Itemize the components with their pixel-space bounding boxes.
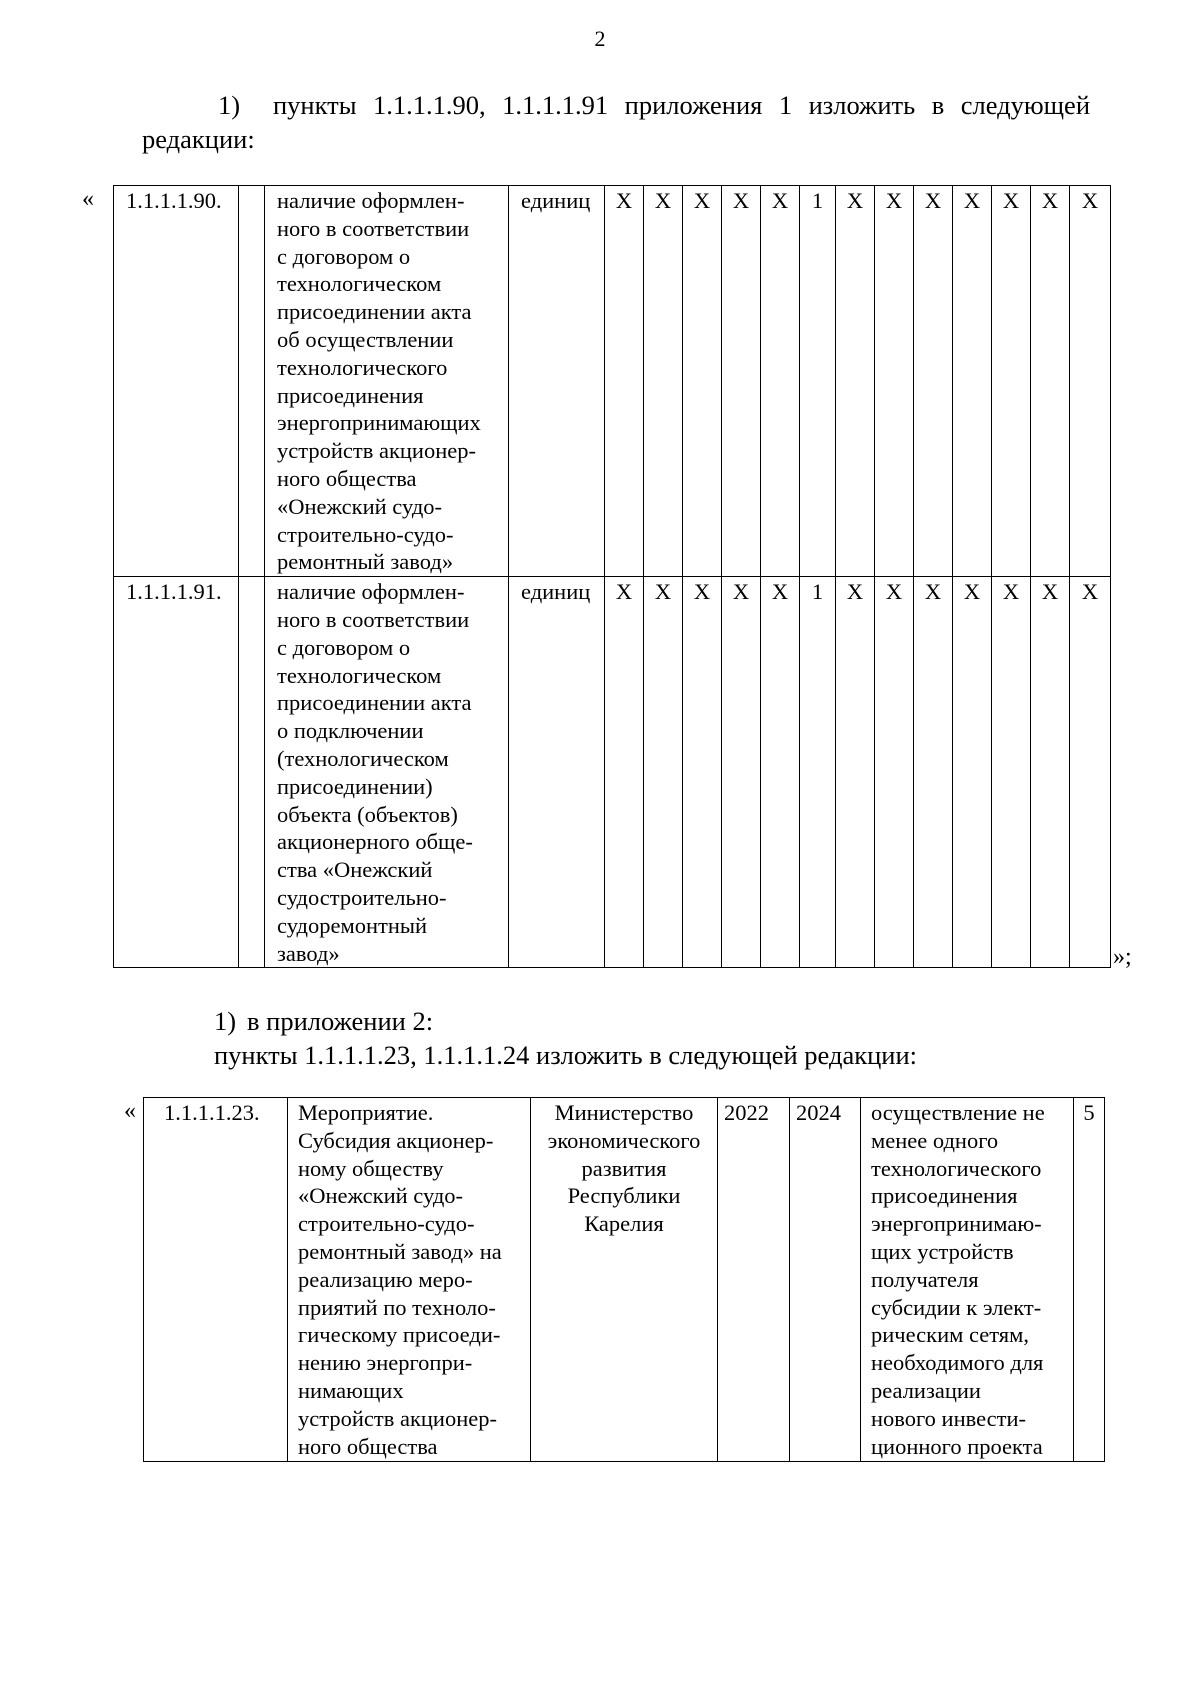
paragraph-2-number: 1)	[214, 1006, 237, 1036]
value-cell: Х	[605, 577, 644, 968]
empty-cell	[239, 186, 265, 577]
paragraph-2-line-1	[214, 1004, 433, 1038]
table-2-row	[144, 1098, 1105, 1462]
year-start-cell: 2022	[718, 1098, 790, 1462]
item-code: 1.1.1.1.90.	[114, 186, 239, 577]
year-end-cell: 2024	[790, 1098, 861, 1462]
table-1	[113, 185, 1111, 968]
item-code: 1.1.1.1.23.	[144, 1098, 288, 1462]
item-description: наличие оформлен- ного в соответствии с договором о технологическом присоединении акта о подключении (технологическом присоединении) объекта (объектов) акционерного обще- ства «Онежский судостроительно- судоремонтный завод»	[265, 577, 509, 968]
value-cell: Х	[683, 577, 722, 968]
value-cell: Х	[761, 577, 800, 968]
value-cell: Х	[914, 186, 953, 577]
value-cell: Х	[605, 186, 644, 577]
executor-cell: Министерство экономического развития Республики Карелия	[531, 1098, 718, 1462]
value-cell: Х	[683, 186, 722, 577]
item-code: 1.1.1.1.91.	[114, 577, 239, 968]
value-cell: Х	[953, 186, 992, 577]
value-cell: 1	[800, 186, 836, 577]
value-cell: Х	[992, 186, 1031, 577]
paragraph-1-number: 1)	[218, 90, 241, 120]
value-cell: Х	[722, 577, 761, 968]
value-cell: Х	[761, 186, 800, 577]
value-cell: Х	[644, 577, 683, 968]
result-cell: осуществление не менее одного технологического присоединения энергопринимаю- щих устройств получателя субсидии к элект- рическим сетям, необходимого для реализации нового инвести- ционного проекта	[861, 1098, 1074, 1462]
empty-cell	[239, 577, 265, 968]
value-cell: Х	[644, 186, 683, 577]
value-cell: Х	[1070, 186, 1111, 577]
value-cell: Х	[836, 186, 875, 577]
value-cell: Х	[722, 186, 761, 577]
value-cell: Х	[875, 186, 914, 577]
value-cell: Х	[914, 577, 953, 968]
paragraph-2-line-2: пункты 1.1.1.1.23, 1.1.1.1.24 изложить в следующей редакции:	[214, 1040, 918, 1070]
item-unit: единиц	[509, 186, 605, 577]
table-2-open-quote: «	[124, 1098, 136, 1124]
value-cell: Х	[875, 577, 914, 968]
value-cell: 5	[1074, 1098, 1105, 1462]
value-cell: 1	[800, 577, 836, 968]
page-number: 2	[594, 26, 606, 51]
paragraph-1-text: пункты 1.1.1.1.90, 1.1.1.1.91 приложения 1 изложить в следующей	[273, 90, 1090, 120]
value-cell: Х	[953, 577, 992, 968]
table-1-close-quote: »;	[1113, 944, 1132, 970]
value-cell: Х	[836, 577, 875, 968]
table-2	[143, 1097, 1105, 1462]
table-1-open-quote: «	[82, 186, 94, 212]
paragraph-1-line-2: редакции:	[142, 124, 255, 154]
item-description: Мероприятие. Субсидия акционер- ному обществу «Онежский судо- строительно-судо- ремонтный завод» на реализацию меро- приятий по техноло- гическому присоеди- нению энергопри- нимающих устройств акционер- ного общества	[288, 1098, 531, 1462]
item-description: наличие оформлен- ного в соответствии с договором о технологическом присоединении акта об осуществлении технологического присоединения энергопринимающих устройств акционер- ного общества «Онежский судо- строительно-судо- ремонтный завод»	[265, 186, 509, 577]
value-cell: Х	[992, 577, 1031, 968]
item-unit: единиц	[509, 577, 605, 968]
value-cell: Х	[1031, 577, 1070, 968]
value-cell: Х	[1031, 186, 1070, 577]
table-1-row	[114, 186, 1111, 577]
table-1-row	[114, 577, 1111, 968]
value-cell: Х	[1070, 577, 1111, 968]
paragraph-1-line-1	[218, 88, 1090, 122]
paragraph-2-text: в приложении 2:	[247, 1006, 434, 1036]
